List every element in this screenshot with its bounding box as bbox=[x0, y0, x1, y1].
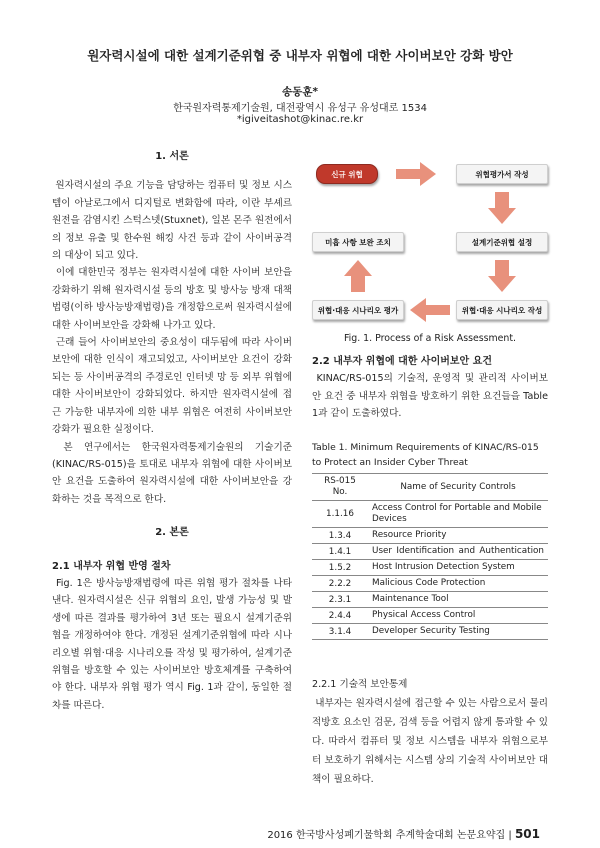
table-row bbox=[312, 528, 548, 544]
figure-box-scenario-write: 위협·대응 시나리오 작성 bbox=[456, 300, 548, 320]
figure-box-new-threat: 신규 위협 bbox=[316, 164, 378, 184]
table-cell-name: Developer Security Testing bbox=[368, 624, 548, 640]
table-header-row bbox=[312, 474, 548, 501]
subsection-2-2-1 bbox=[312, 675, 548, 789]
table-cell-no: 2.2.2 bbox=[312, 576, 368, 592]
page-footer bbox=[267, 826, 540, 841]
arrow-down-icon bbox=[488, 260, 516, 292]
author-name: 송동훈* bbox=[282, 86, 318, 98]
table-row bbox=[312, 560, 548, 576]
subsection-heading: 2.1 내부자 위협 반영 절차 bbox=[52, 560, 171, 572]
table-cell-name: Host Intrusion Detection System bbox=[368, 560, 548, 576]
table-cell-no: 1.4.1 bbox=[312, 544, 368, 560]
page-number: 501 bbox=[514, 827, 540, 841]
table-row bbox=[312, 544, 548, 560]
table-cell-name: Access Control for Portable and Mobile Devices bbox=[368, 501, 548, 528]
subsection-heading: 2.2.1 기술적 보안통제 bbox=[312, 679, 408, 690]
paragraph: 내부자는 원자력시설에 접근할 수 있는 사람으로서 물리적방호 요소인 검문, 검색 등을 어렵지 않게 통과할 수 있다. 따라서 컴퓨터 및 정보 시스템을 내부자 위협으로부터 보호하기 위해서는 시스템 상의 기술적 사이버보안 대책이 필요하다. bbox=[312, 698, 548, 785]
process-figure bbox=[310, 150, 550, 330]
table-cell-no: 1.5.2 bbox=[312, 560, 368, 576]
figure-box-remediation: 미흡 사항 보완 조치 bbox=[312, 232, 404, 252]
table-cell-no: 1.3.4 bbox=[312, 528, 368, 544]
author-email: *igiveitashot@kinac.re.kr bbox=[236, 114, 364, 125]
table-header-name: Name of Security Controls bbox=[368, 474, 548, 501]
table-header-no: RS-015 No. bbox=[312, 474, 368, 501]
right-column bbox=[312, 353, 548, 423]
paragraph: 원자력시설의 주요 기능을 담당하는 컴퓨터 및 정보 시스템이 아날로그에서 디지털로 변화함에 따라, 이란 부셰르 원전을 감염시킨 스턱스넷(Stuxnet), 일본 몬주 원전에서의 정보 유출 및 한수원 해킹 사건 등과 같이 사이버공격의 대상이 되고 있다. bbox=[52, 180, 292, 262]
figure-caption: Fig. 1. Process of a Risk Assessment. bbox=[343, 333, 517, 344]
table-cell-no: 2.4.4 bbox=[312, 608, 368, 624]
paper-title: 원자력시설에 대한 설계기준위협 중 내부자 위협에 대한 사이버보안 강화 방안 bbox=[87, 48, 513, 63]
paragraph: 이에 대한민국 정부는 원자력시설에 대한 사이버 보안을 강화하기 위해 원자력시설 등의 방호 및 방사능 방재 대책법령(이하 방사능방재법령)을 개정함으로써 원자력시설에 대한 사이버보안을 강화해 나가고 있다. bbox=[52, 267, 292, 331]
figure-box-dbt-setting: 설계기준위협 설정 bbox=[456, 232, 548, 252]
figure-box-scenario-eval: 위협·대응 시나리오 평가 bbox=[312, 300, 404, 320]
figure-box-threat-report: 위협평가서 작성 bbox=[456, 164, 548, 184]
subsection-heading: 2.2 내부자 위협에 대한 사이버보안 요건 bbox=[312, 356, 493, 367]
paragraph: 본 연구에서는 한국원자력통제기술원의 기술기준(KINAC/RS-015)을 토대로 내부자 위협에 대한 사이버보안 요건을 도출하여 원자력시설에 대한 사이버보안을 강화하는 것을 목적으로 한다. bbox=[52, 441, 292, 505]
table-caption: Table 1. Minimum Requirements of KINAC/RS-015 to Protect an Insider Cyber Threat bbox=[312, 442, 539, 468]
table-cell-no: 3.1.4 bbox=[312, 624, 368, 640]
table-row bbox=[312, 592, 548, 608]
table-row bbox=[312, 501, 548, 528]
footer-separator: | bbox=[508, 830, 512, 841]
table-cell-name: Maintenance Tool bbox=[368, 592, 548, 608]
table-cell-no: 1.1.16 bbox=[312, 501, 368, 528]
table-cell-name: User Identification and Authentication bbox=[368, 544, 548, 560]
table-cell-name: Malicious Code Protection bbox=[368, 576, 548, 592]
arrow-down-icon bbox=[488, 192, 516, 224]
paragraph: 근래 들어 사이버보안의 중요성이 대두됨에 따라 사이버보안에 대한 인식이 재고되었고, 사이버보안 요건이 강화되는 등 사이버공격의 주경로인 인터넷 망 등 외부 위협에 대한 사이버보안이 강화되었다. 하지만 원자력시설에 접근 가능한 내부자에 의한 내부 위협은 여전히 사이버보안 강화가 필요한 실정이다. bbox=[52, 337, 292, 436]
paragraph: Fig. 1은 방사능방재법령에 따른 위협 평가 절차를 나타낸다. 원자력시설은 신규 위협의 요인, 발생 가능성 및 발생에 따른 결과를 평가하여 3년 또는 필요시 설계기준위협을 개정하여야 한다. 개정된 설계기준위협에 따라 시나리오별 위협·대응 시나리오를 작성 및 평가하여, 설계기준위협을 방호할 수 있는 사이버보안 방호체계를 구축하여야 한다. 내부자 위협 평가 역시 Fig. 1과 같이, 동일한 절차를 따른다. bbox=[52, 577, 292, 711]
table-cell-name: Resource Priority bbox=[368, 528, 548, 544]
table-row bbox=[312, 576, 548, 592]
arrow-up-icon bbox=[344, 260, 372, 292]
requirements-table bbox=[312, 473, 548, 640]
footer-conference: 2016 한국방사성폐기물학회 추계학술대회 논문요약집 bbox=[267, 830, 506, 841]
arrow-right-icon bbox=[396, 162, 436, 186]
table-cell-name: Physical Access Control bbox=[368, 608, 548, 624]
paragraph: KINAC/RS-015의 기술적, 운영적 및 관리적 사이버보안 요건 중 내부자 위협을 방호하기 위한 요건들을 Table 1과 같이 도출하였다. bbox=[312, 373, 548, 420]
arrow-left-icon bbox=[410, 298, 450, 322]
table-cell-no: 2.3.1 bbox=[312, 592, 368, 608]
author-affiliation: 한국원자력통제기술원, 대전광역시 유성구 유성대로 1534 bbox=[173, 103, 427, 114]
table-row bbox=[312, 624, 548, 640]
section-heading-intro: 1. 서론 bbox=[155, 151, 189, 162]
section-heading-body: 2. 본론 bbox=[155, 527, 189, 539]
left-column bbox=[52, 148, 292, 714]
table-row bbox=[312, 608, 548, 624]
